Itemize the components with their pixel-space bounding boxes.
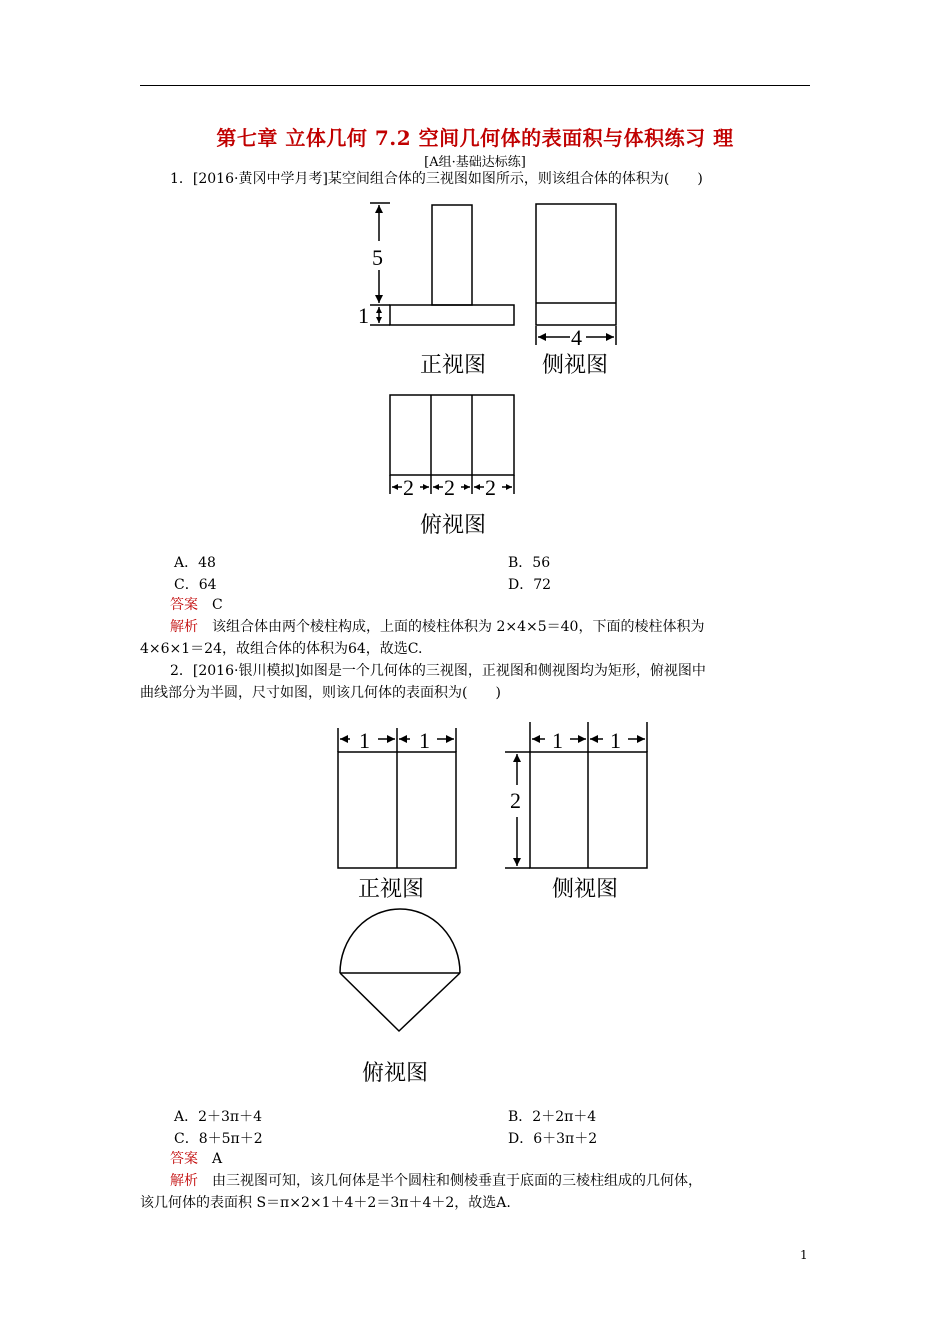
q2-dim-1a: 1 — [359, 728, 370, 753]
q1-answer-label: 答案 — [170, 597, 198, 613]
q1-top-view-label: 俯视图 — [420, 512, 487, 537]
page-title: 第七章 立体几何 7.2 空间几何体的表面积与体积练习 理 — [216, 126, 734, 150]
q2-dim-2: 2 — [510, 788, 521, 813]
q2-analysis-line-1: 解析 由三视图可知，该几何体是半个圆柱和侧棱垂直于底面的三棱柱组成的几何体， — [170, 1173, 702, 1189]
q1-analysis-label: 解析 — [170, 619, 198, 635]
q1-option-c: C．64 — [174, 577, 217, 593]
q2-answer-value: A — [212, 1151, 223, 1167]
q1-dim-5: 5 — [372, 245, 383, 270]
q2-top-view-semicircle — [340, 909, 460, 973]
q1-dim-2c: 2 — [485, 475, 496, 500]
q1-dim-4: 4 — [571, 325, 582, 350]
q1-option-a: A．48 — [174, 555, 216, 571]
question-1-stem: 1．[2016·黄冈中学月考]某空间组合体的三视图如图所示，则该组合体的体积为( ) — [170, 171, 703, 187]
q2-top-view-label: 俯视图 — [362, 1060, 429, 1085]
q1-dim-2b: 2 — [444, 475, 455, 500]
q1-dim-1: 1 — [358, 303, 369, 328]
q2-front-view-label: 正视图 — [358, 876, 425, 901]
q1-front-view-label: 正视图 — [420, 352, 487, 377]
q1-side-view-label: 侧视图 — [542, 352, 609, 377]
q1-analysis-line-2: 4×6×1＝24，故组合体的体积为64，故选C. — [140, 641, 423, 657]
q2-option-d: D．6＋3π＋2 — [508, 1131, 598, 1147]
q2-dim-1b: 1 — [419, 728, 430, 753]
q2-answer — [140, 1148, 840, 1170]
q1-dim-2a: 2 — [403, 475, 414, 500]
page-number: 1 — [800, 1248, 808, 1262]
q2-dim-1d: 1 — [610, 728, 621, 753]
q1-analysis-line-1: 解析 该组合体由两个棱柱构成，上面的棱柱体积为 2×4×5＝40，下面的棱柱体积为 — [170, 619, 705, 635]
q2-option-b: B．2＋2π＋4 — [508, 1109, 597, 1125]
q2-option-c: C．8＋5π＋2 — [174, 1131, 263, 1147]
question-2-stem-line-1: 2．[2016·银川模拟]如图是一个几何体的三视图，正视图和侧视图均为矩形，俯视图中 — [170, 663, 706, 679]
q2-dim-1c: 1 — [552, 728, 563, 753]
q1-option-d: D．72 — [508, 577, 552, 593]
q2-answer-label: 答案 — [170, 1151, 198, 1167]
section-subtitle: [A组·基础达标练] — [424, 155, 526, 170]
q2-option-a: A．2＋3π＋4 — [174, 1109, 263, 1125]
q2-side-view-label: 侧视图 — [552, 876, 619, 901]
q1-option-b: B．56 — [508, 555, 551, 571]
q2-analysis-line-2: 该几何体的表面积 S＝π×2×1＋4＋2＝3π＋4＋2，故选A. — [140, 1195, 511, 1211]
question-2-stem-line-2: 曲线部分为半圆，尺寸如图，则该几何体的表面积为( ) — [140, 685, 501, 701]
q1-answer-value: C — [212, 597, 223, 613]
q2-analysis-label: 解析 — [170, 1173, 198, 1189]
